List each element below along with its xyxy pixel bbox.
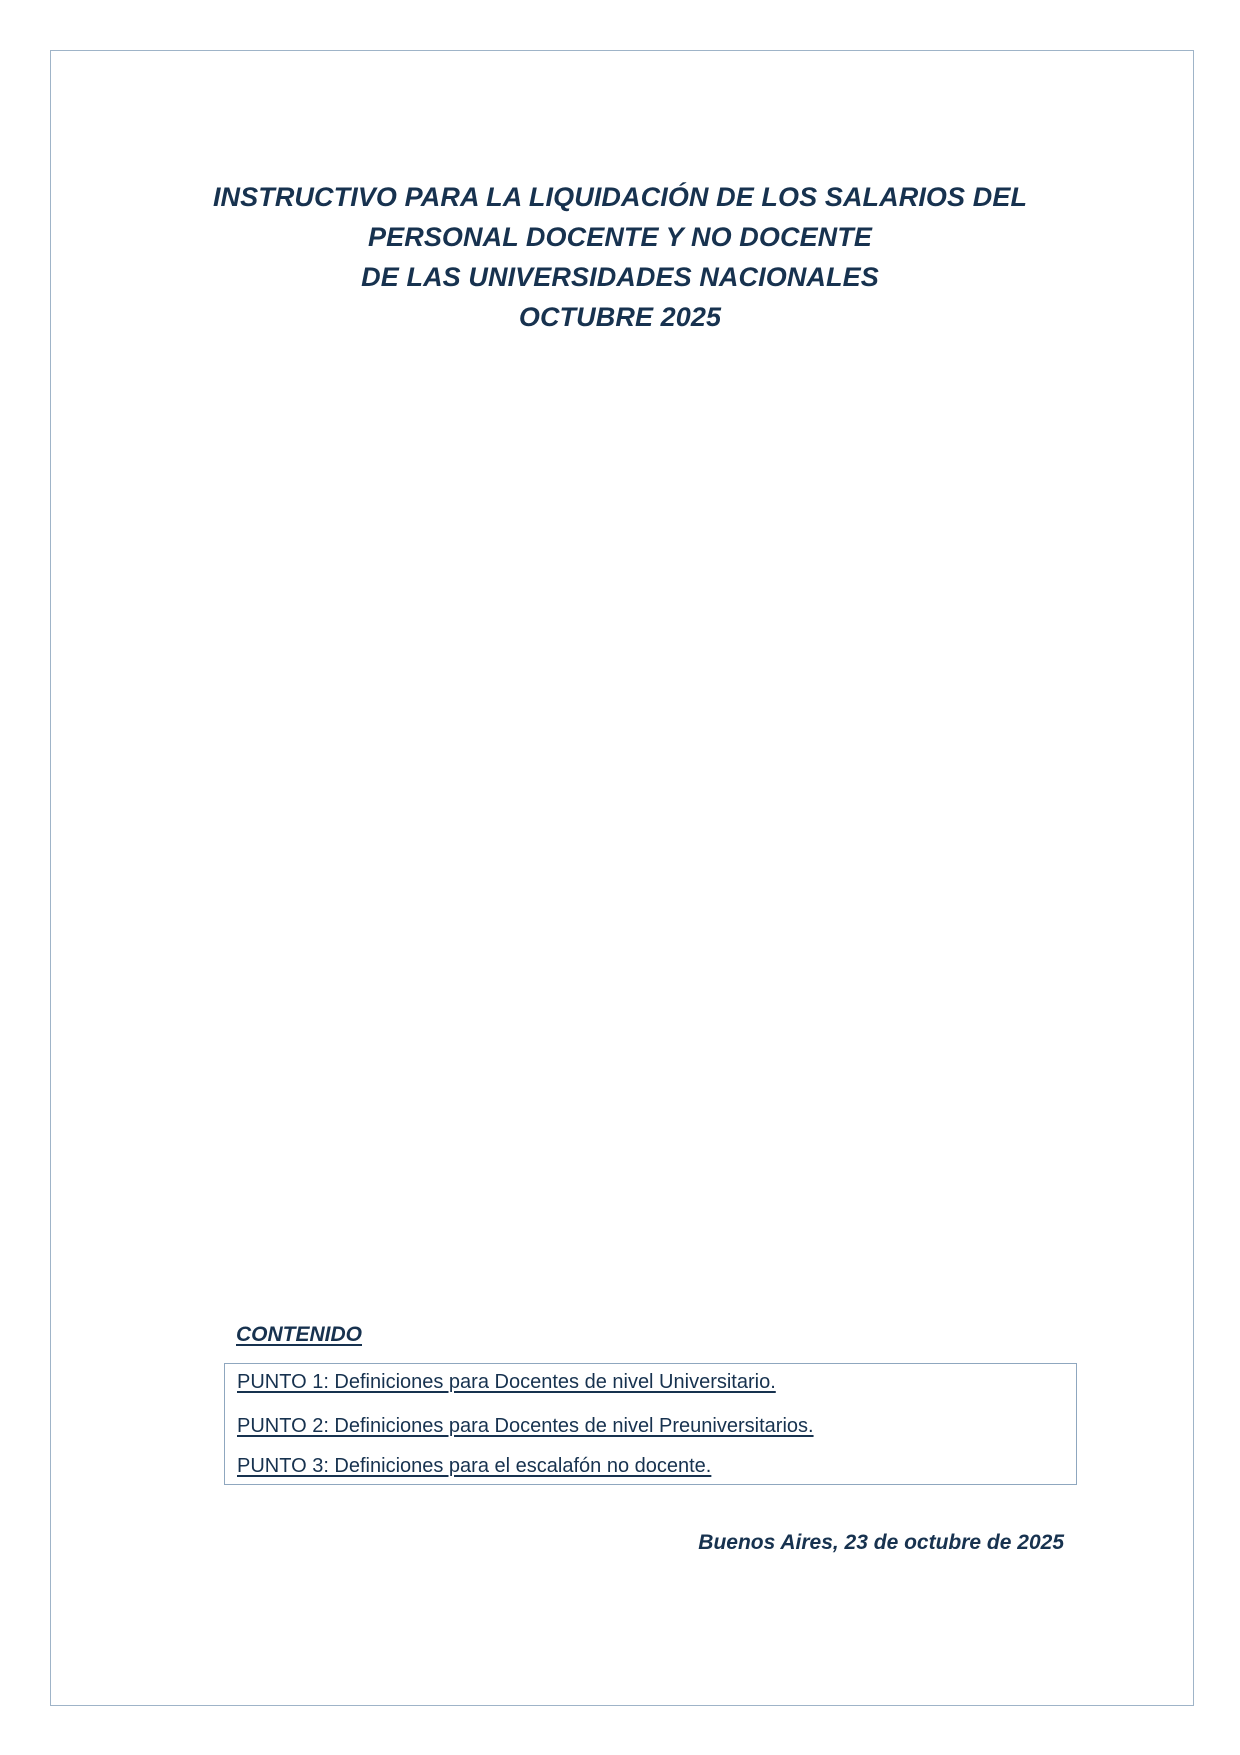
contents-heading: CONTENIDO [236, 1323, 362, 1346]
place-and-date: Buenos Aires, 23 de octubre de 2025 [698, 1531, 1064, 1554]
toc-link-punto-1[interactable]: PUNTO 1: Definiciones para Docentes de nivel Universitario. [237, 1371, 776, 1393]
title-line-3: DE LAS UNIVERSIDADES NACIONALES [361, 262, 879, 292]
title-line-2: PERSONAL DOCENTE Y NO DOCENTE [368, 222, 872, 252]
document-title [0, 177, 1240, 337]
toc-link-punto-3[interactable]: PUNTO 3: Definiciones para el escalafón no docente. [237, 1455, 712, 1477]
title-line-4: OCTUBRE 2025 [518, 302, 722, 332]
table-of-contents [224, 1363, 1077, 1485]
title-line-1: INSTRUCTIVO PARA LA LIQUIDACIÓN DE LOS SALARIOS DEL [212, 182, 1028, 212]
toc-link-punto-2[interactable]: PUNTO 2: Definiciones para Docentes de nivel Preuniversitarios. [237, 1415, 814, 1437]
